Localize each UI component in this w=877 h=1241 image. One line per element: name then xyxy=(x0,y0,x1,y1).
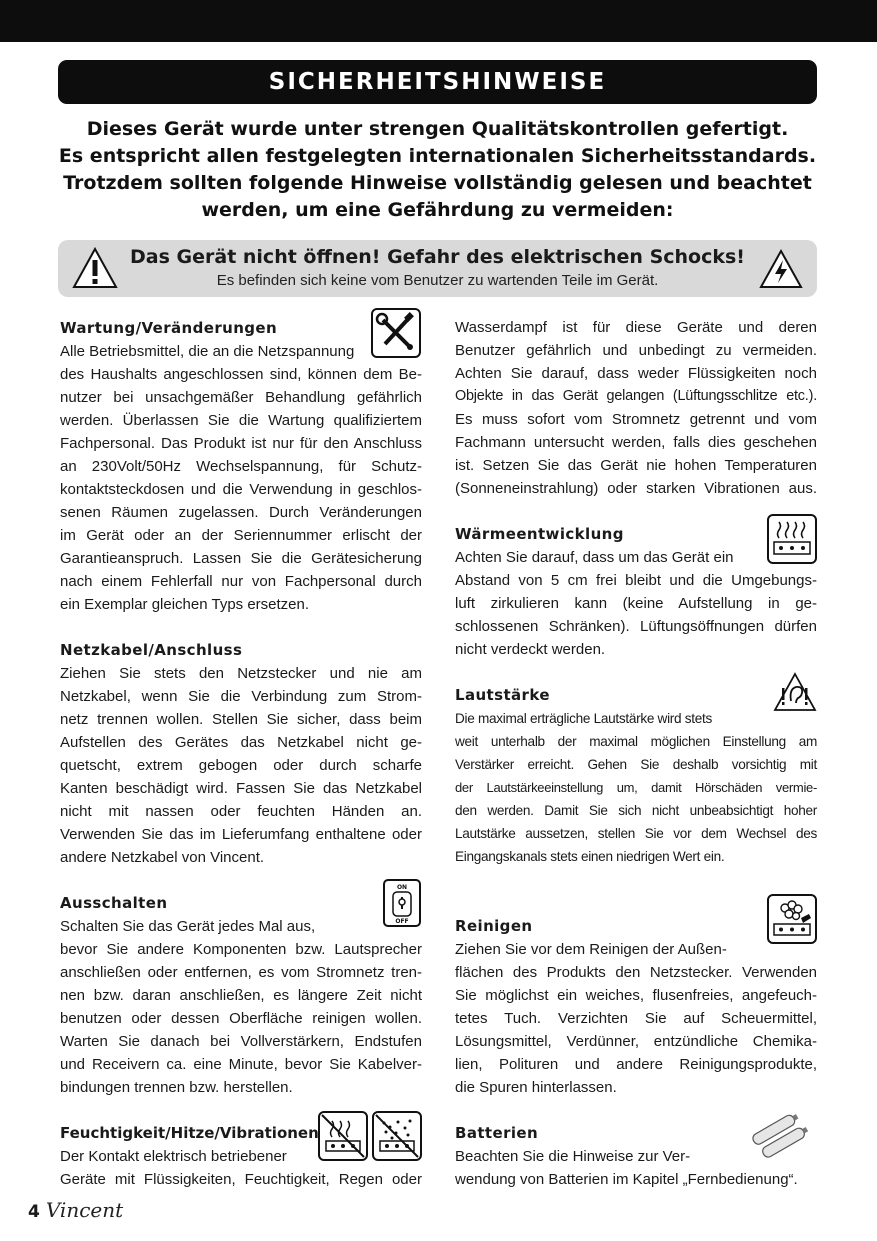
text-line: weit unterhalb der maximal möglichen Einstellung am xyxy=(455,734,817,749)
intro-paragraph xyxy=(58,116,817,224)
page-footer xyxy=(28,1198,123,1222)
text-line: Wasserdampf ist für diese Geräte und deren xyxy=(455,319,817,336)
text-line: nutzer bei unsachgemäßer Behandlung gefährlich xyxy=(60,389,422,406)
text-line: Ziehen Sie vor dem Reinigen der Außen- xyxy=(455,941,727,958)
text-line: nicht verdeckt werden. xyxy=(455,641,606,658)
text-line: Geräte mit Flüssigkeiten, Feuchtigkeit, Regen oder xyxy=(60,1171,422,1188)
cleaning-icon xyxy=(767,894,817,944)
text-line: werden. Überlassen Sie die Wartung qualifiziertem xyxy=(60,412,422,429)
text-line: Benutzer gefährlich und unbedingt zu vermeiden. xyxy=(455,342,817,359)
intro-line: Es entspricht allen festgelegten internationalen Sicherheitsstandards. xyxy=(58,145,817,167)
text-line: Achten Sie darauf, dass weder Flüssigkeiten noch xyxy=(455,365,817,382)
section-heading: Lautstärke xyxy=(455,686,550,704)
text-line: der Lautstärkeeinstellung um, damit Hörschäden vermie- xyxy=(455,780,817,795)
batteries-icon xyxy=(747,1111,817,1161)
section-heading: Batterien xyxy=(455,1124,539,1142)
text-line: im Gerät oder an der Seriennummer erlischt der xyxy=(60,527,422,544)
intro-line: Dieses Gerät wurde unter strengen Qualitätskontrollen gefertigt. xyxy=(86,118,789,140)
text-line: luft zirkulieren kann (keine Aufstellung in ge- xyxy=(455,595,817,612)
warning-box xyxy=(58,240,817,297)
text-line: Achten Sie darauf, dass um das Gerät ein xyxy=(455,549,734,566)
top-black-band xyxy=(0,0,877,42)
section-heading: Feuchtigkeit/Hitze/Vibrationen xyxy=(60,1124,319,1142)
page-number: 4 xyxy=(28,1202,40,1222)
no-heat-icon xyxy=(318,1111,368,1161)
section-heading: Netzkabel/Anschluss xyxy=(60,641,243,659)
text-line: netz trennen wollen. Stellen Sie sicher, dass beim xyxy=(60,711,422,728)
title-banner xyxy=(58,60,817,104)
switch-on-label: ON xyxy=(396,884,408,891)
text-line: Warten Sie danach bei Vollverstärkern, Endstufen xyxy=(60,1033,422,1050)
text-line: benutzen oder dessen Oberfläche reinigen wollen. xyxy=(60,1010,422,1027)
heat-device-icon xyxy=(767,514,817,564)
text-line: Sie möglichst ein weiches, flusenfreies, angefeuch- xyxy=(455,987,817,1004)
text-line: Garantieanspruch. Lassen Sie die Gerätesicherung xyxy=(60,550,422,567)
section-heading: Wartung/Veränderungen xyxy=(60,319,278,337)
page-title: SICHERHEITSHINWEISE xyxy=(268,69,607,95)
switch-off-label: OFF xyxy=(395,918,409,925)
text-line: ist. Setzen Sie das Gerät nie hohen Temperaturen xyxy=(455,457,817,474)
text-line: und Receivern ca. eine Minute, bevor Sie Kabelver- xyxy=(60,1056,422,1073)
intro-line: werden, um eine Gefährdung zu vermeiden: xyxy=(201,199,674,221)
text-line: (Sonneneinstrahlung) oder starken Vibrationen aus. xyxy=(455,480,817,497)
lightning-warning-icon xyxy=(759,248,803,290)
left-column xyxy=(60,316,422,1213)
text-line: ein Exemplar gleichen Typs ersetzen. xyxy=(60,596,310,613)
section-batterien xyxy=(455,1121,817,1191)
text-line: Lautstärke aussetzen, stellen Sie vor dem Wechsel des xyxy=(455,826,817,841)
text-line: nen bzw. daran anschließen, es längere Zeit nicht xyxy=(60,987,422,1004)
section-feuchtigkeit xyxy=(60,1121,422,1191)
text-line: nach einem Fehlerfall nur von Fachpersonal durch xyxy=(60,573,422,590)
text-line: Alle Betriebsmittel, die an die Netzspannung xyxy=(60,343,355,360)
text-line: kontaktsteckdosen und die Verwendung in geschlos- xyxy=(60,481,422,498)
text-line: Fachpersonal. Das Produkt ist nur für den Anschluss xyxy=(60,435,422,452)
text-line: an 230Volt/50Hz Wechselspannung, für Schutz- xyxy=(60,458,422,475)
section-feuchtigkeit-continued xyxy=(455,316,817,500)
text-line: nicht mit nassen oder feuchten Händen an. xyxy=(60,803,422,820)
text-line: tetes Tuch. Verzichten Sie auf Scheuermittel, xyxy=(455,1010,817,1027)
text-line: Verwenden Sie das im Lieferumfang enthaltene oder xyxy=(60,826,422,843)
brand-logo: Vincent xyxy=(45,1198,124,1222)
text-line: Abstand von 5 cm frei bleibt und die Umgebungs- xyxy=(455,572,817,589)
text-line: die Spuren hinterlassen. xyxy=(455,1079,617,1096)
text-line: Beachten Sie die Hinweise zur Ver- xyxy=(455,1148,691,1165)
no-moisture-icon xyxy=(372,1111,422,1161)
text-line: Kanten beschädigt wird. Fassen Sie das Netzkabel xyxy=(60,780,422,797)
text-line: Eingangskanals stets einen niedrigen Wert ein. xyxy=(455,849,725,864)
section-reinigen xyxy=(455,914,817,1099)
text-line: des Haushalts angeschlossen sind, können dem Be- xyxy=(60,366,422,383)
text-line: Fachmann untersucht werden, falls dies geschehen xyxy=(455,434,817,451)
section-ausschalten xyxy=(60,884,422,1099)
text-line: senen Räumen zugelassen. Durch Veränderungen xyxy=(60,504,422,521)
text-line: Verstärker erreicht. Gehen Sie deshalb vorsichtig mit xyxy=(455,757,817,772)
intro-line: Trotzdem sollten folgende Hinweise vollständig gelesen und beachtet xyxy=(63,172,812,194)
section-heading: Wärmeentwicklung xyxy=(455,525,624,543)
text-line: Es muss sofort vom Stromnetz getrennt und vom xyxy=(455,411,817,428)
text-line: Ziehen Sie stets den Netzstecker und nie am xyxy=(60,665,422,682)
section-lautstaerke xyxy=(455,683,817,868)
text-line: flächen des Produkts den Netzstecker. Verwenden xyxy=(455,964,817,981)
text-line: Aufstellen des Gerätes das Netzkabel nicht ge- xyxy=(60,734,422,751)
text-line: anschließen oder entfernen, es vom Stromnetz tren- xyxy=(60,964,422,981)
warning-title: Das Gerät nicht öffnen! Gefahr des elektrischen Schocks! xyxy=(130,246,745,268)
section-waerme xyxy=(455,522,817,661)
text-line: andere Netzkabel von Vincent. xyxy=(60,849,265,866)
text-line: Objekte in das Gerät gelangen (Lüftungsschlitze etc.). xyxy=(455,388,817,404)
right-column xyxy=(455,316,817,1213)
section-netzkabel xyxy=(60,638,422,869)
tools-icon xyxy=(371,308,421,358)
power-switch-icon xyxy=(383,879,421,927)
section-heading: Ausschalten xyxy=(60,894,168,912)
text-line: Netzkabel, wenn Sie die Verbindung zum Strom- xyxy=(60,688,422,705)
text-line: wendung von Batterien im Kapitel „Fernbedienung“. xyxy=(455,1171,798,1188)
hearing-warning-icon xyxy=(773,671,817,713)
text-line: lien, Polituren und andere Reinigungsprodukte, xyxy=(455,1056,817,1073)
text-line: quetscht, extrem gebogen oder durch scharfe xyxy=(60,757,422,774)
warning-subtitle: Es befinden sich keine vom Benutzer zu wartenden Teile im Gerät. xyxy=(216,272,659,289)
section-wartung xyxy=(60,316,422,616)
text-line: Der Kontakt elektrisch betriebener xyxy=(60,1148,287,1165)
text-line: den werden. Damit Sie sich nicht unbeabsichtigt hoher xyxy=(455,803,817,818)
section-heading: Reinigen xyxy=(455,917,533,935)
text-line: schlossenen Schränken). Lüftungsöffnungen dürfen xyxy=(455,618,817,635)
text-line: Die maximal erträgliche Lautstärke wird stets xyxy=(455,711,712,726)
text-line: bevor Sie andere Komponenten bzw. Lautsprecher xyxy=(60,941,422,958)
text-line: bindungen trennen bzw. herstellen. xyxy=(60,1079,293,1096)
text-line: Schalten Sie das Gerät jedes Mal aus, xyxy=(60,918,316,935)
text-line: Lösungsmittel, Verdünner, entzündliche Chemika- xyxy=(455,1033,817,1050)
